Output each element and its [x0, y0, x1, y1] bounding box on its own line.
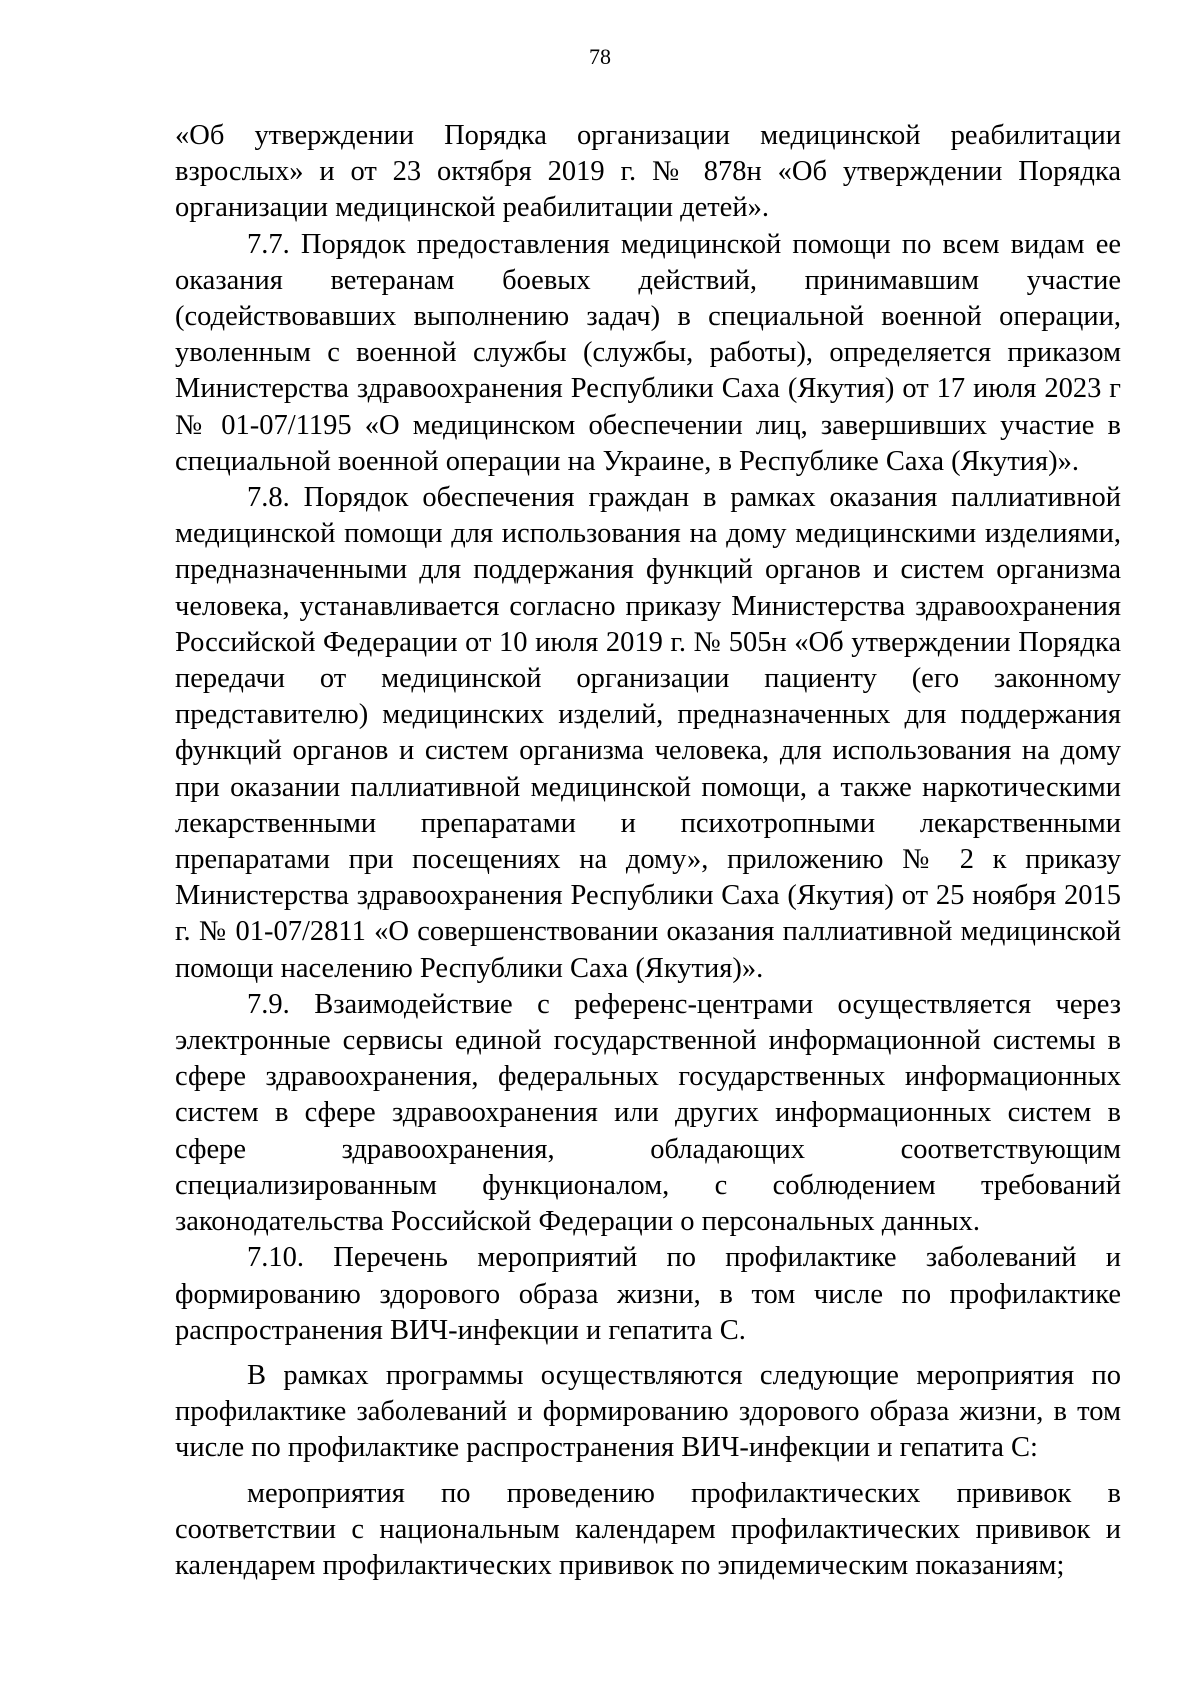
paragraph-continuation: «Об утверждении Порядка организации медицинской реабилитации взрослых» и от 23 октября 2019 г. № 878н «Об утверждении Порядка организации медицинской реабилитации детей». — [175, 120, 1121, 224]
paragraph-vaccination-measures: мероприятия по проведению профилактических прививок в соответствии с национальным календарем профилактических прививок и календарем профилактических прививок по эпидемическим показаниям; — [175, 1477, 1121, 1581]
paragraph-7-8: 7.8. Порядок обеспечения граждан в рамках оказания паллиативной медицинской помощи для использования на дому медицинскими изделиями, предназначенными для поддержания функций органов и систем организма человека, устанавливается согласно приказу Министерства здравоохранения Российской Федерации от 10 июля 2019 г. № 505н «Об утверждении Порядка передачи от медицинской организации пациенту (его законному представителю) медицинских изделий, предназначенных для поддержания функций органов и систем организма человека, для использования на дому при оказании паллиативной медицинской помощи, а также наркотическими лекарственными препаратами и психотропными лекарственными препаратами при посещениях на дому», приложению № 2 к приказу Министерства здравоохранения Республики Саха (Якутия) от 25 ноября 2015 г. № 01-07/2811 «О совершенствовании оказания паллиативной медицинской помощи населению Республики Саха (Якутия)». — [175, 482, 1121, 984]
paragraph-7-10: 7.10. Перечень мероприятий по профилактике заболеваний и формированию здорового образа жизни, в том числе по профилактике распространения ВИЧ-инфекции и гепатита С. — [175, 1242, 1121, 1346]
paragraph-program-measures: В рамках программы осуществляются следующие мероприятия по профилактике заболеваний и формированию здорового образа жизни, в том числе по профилактике распространения ВИЧ-инфекции и гепатита С: — [175, 1359, 1121, 1464]
paragraph-7-9: 7.9. Взаимодействие с референс-центрами осуществляется через электронные сервисы единой государственной информационной системы в сфере здравоохранения, федеральных государственных информационных систем в сфере здравоохранения или других информационных систем в сфере здравоохранения, обладающих соответствующим специализированным функционалом, с соблюдением требований законодательства Российской Федерации о персональных данных. — [175, 988, 1121, 1238]
page-number: 78 — [589, 44, 611, 69]
document-body — [175, 118, 1121, 1584]
paragraph-7-7: 7.7. Порядок предоставления медицинской помощи по всем видам ее оказания ветеранам боевых действий, принимавшим участие (содействовавших выполнению задач) в специальной военной операции, уволенным с военной службы (службы, работы), определяется приказом Министерства здравоохранения Республики Саха (Якутия) от 17 июля 2023 г № 01-07/1195 «О медицинском обеспечении лиц, завершивших участие в специальной военной операции на Украине, в Республике Саха (Якутия)». — [175, 228, 1121, 477]
